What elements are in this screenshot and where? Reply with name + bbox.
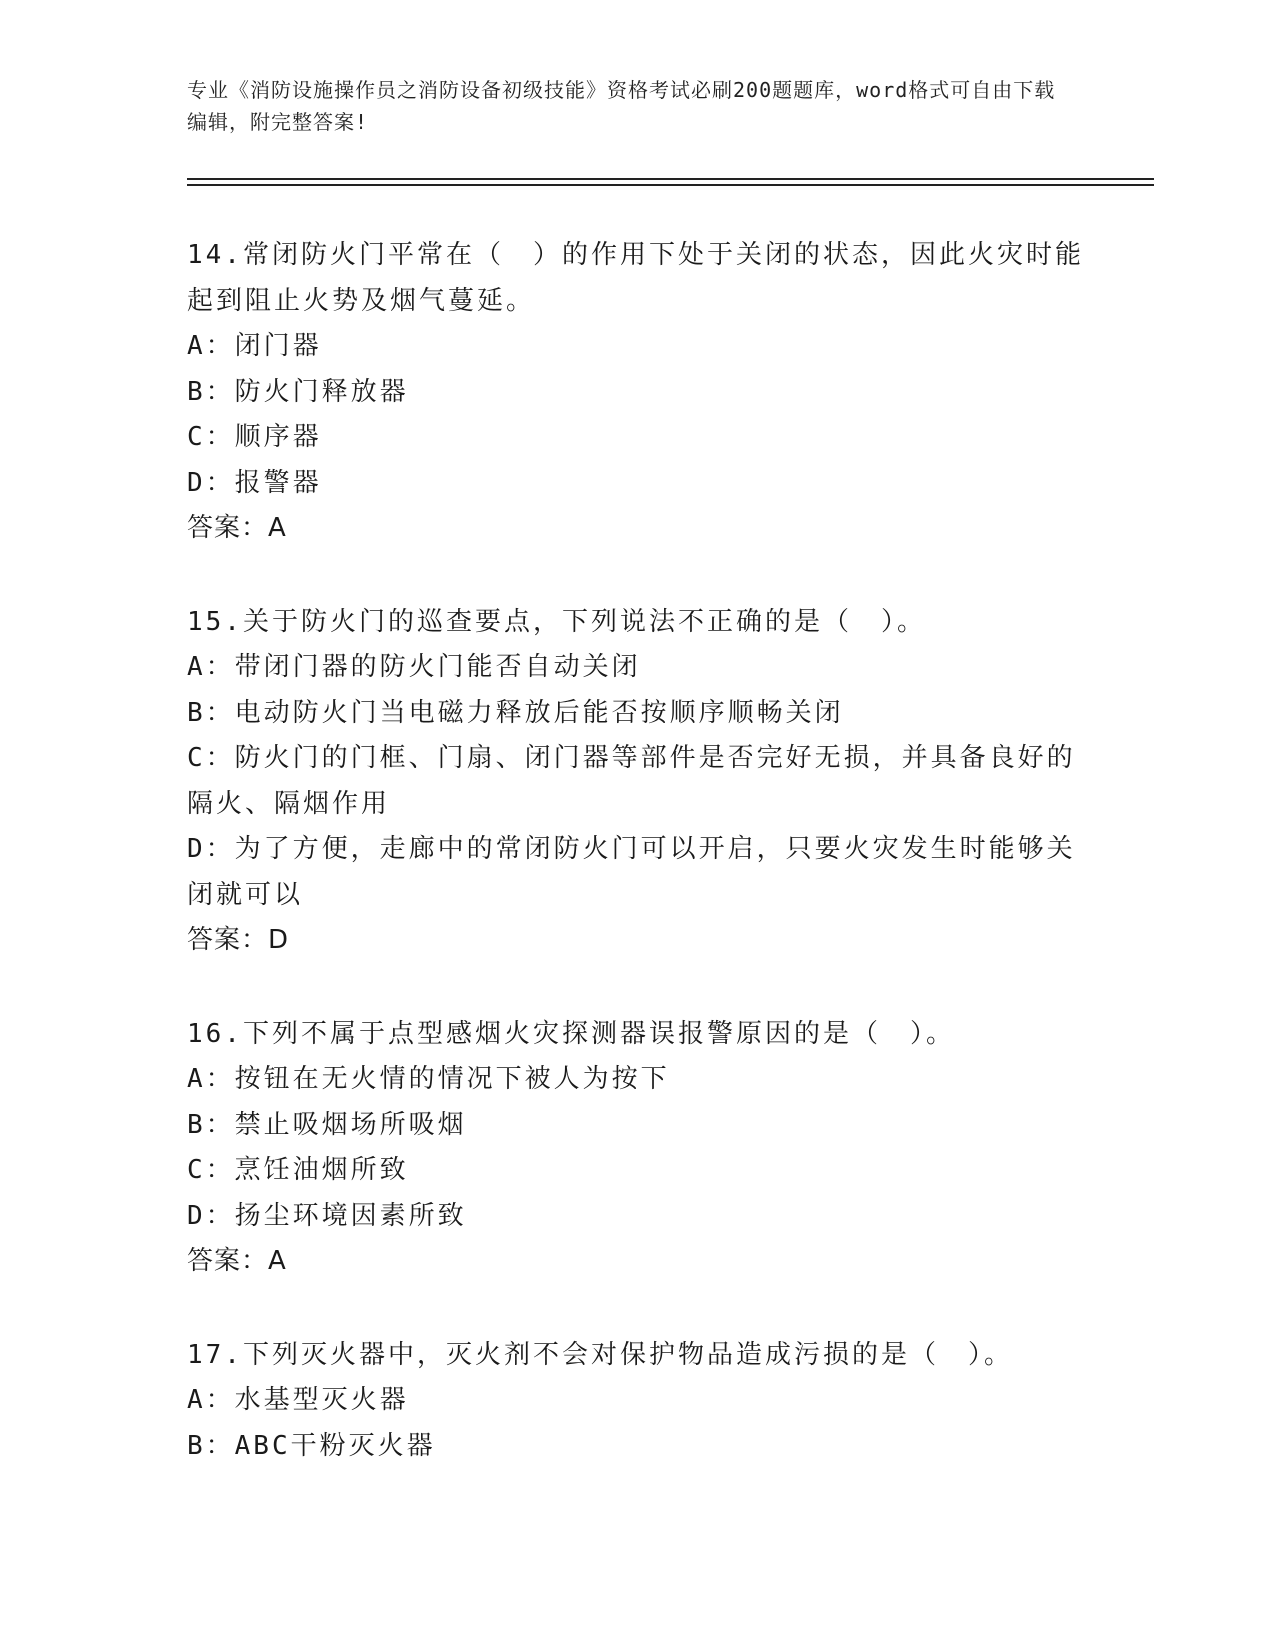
question-stem: 14.常闭防火门平常在（ ）的作用下处于关闭的状态，因此火灾时能起到阻止火势及烟气蔓延。 — [187, 240, 1084, 316]
option-a: A：闭门器 — [187, 331, 322, 361]
option-d: D：扬尘环境因素所致 — [187, 1200, 467, 1231]
question-15 — [187, 600, 1087, 964]
question-17 — [187, 1333, 1087, 1470]
question-stem: 17.下列灭火器中，灭火剂不会对保护物品造成污损的是（ ）。 — [187, 1339, 1013, 1370]
question-list — [187, 233, 1087, 1517]
question-14 — [187, 233, 1087, 552]
header-rule-bottom — [187, 184, 1154, 186]
header-rule-top — [187, 178, 1154, 180]
option-b: B：电动防火门当电磁力释放后能否按顺序顺畅关闭 — [187, 697, 844, 728]
option-a: A：带闭门器的防火门能否自动关闭 — [187, 652, 641, 682]
option-b: B：ABC干粉灭火器 — [187, 1430, 436, 1461]
answer-line: 答案：D — [187, 925, 290, 955]
question-16 — [187, 1012, 1087, 1285]
document-header: 专业《消防设施操作员之消防设备初级技能》资格考试必刷200题题库，word格式可自由下载编辑，附完整答案! — [187, 78, 1056, 134]
answer-line: 答案：A — [187, 513, 287, 543]
option-c: C：烹饪油烟所致 — [187, 1155, 409, 1185]
option-c: C：防火门的门框、门扇、闭门器等部件是否完好无损，并具备良好的隔火、隔烟作用 — [187, 743, 1076, 819]
option-a: A：水基型灭火器 — [187, 1385, 409, 1415]
answer-line: 答案：A — [187, 1246, 287, 1276]
option-a: A：按钮在无火情的情况下被人为按下 — [187, 1064, 670, 1094]
option-d: D：报警器 — [187, 467, 322, 498]
option-c: C：顺序器 — [187, 422, 322, 452]
question-stem: 15.关于防火门的巡查要点，下列说法不正确的是（ ）。 — [187, 606, 926, 637]
option-b: B：防火门释放器 — [187, 376, 409, 407]
option-b: B：禁止吸烟场所吸烟 — [187, 1109, 467, 1140]
option-d: D：为了方便，走廊中的常闭防火门可以开启，只要火灾发生时能够关闭就可以 — [187, 834, 1076, 910]
question-stem: 16.下列不属于点型感烟火灾探测器误报警原因的是（ ）。 — [187, 1018, 955, 1049]
